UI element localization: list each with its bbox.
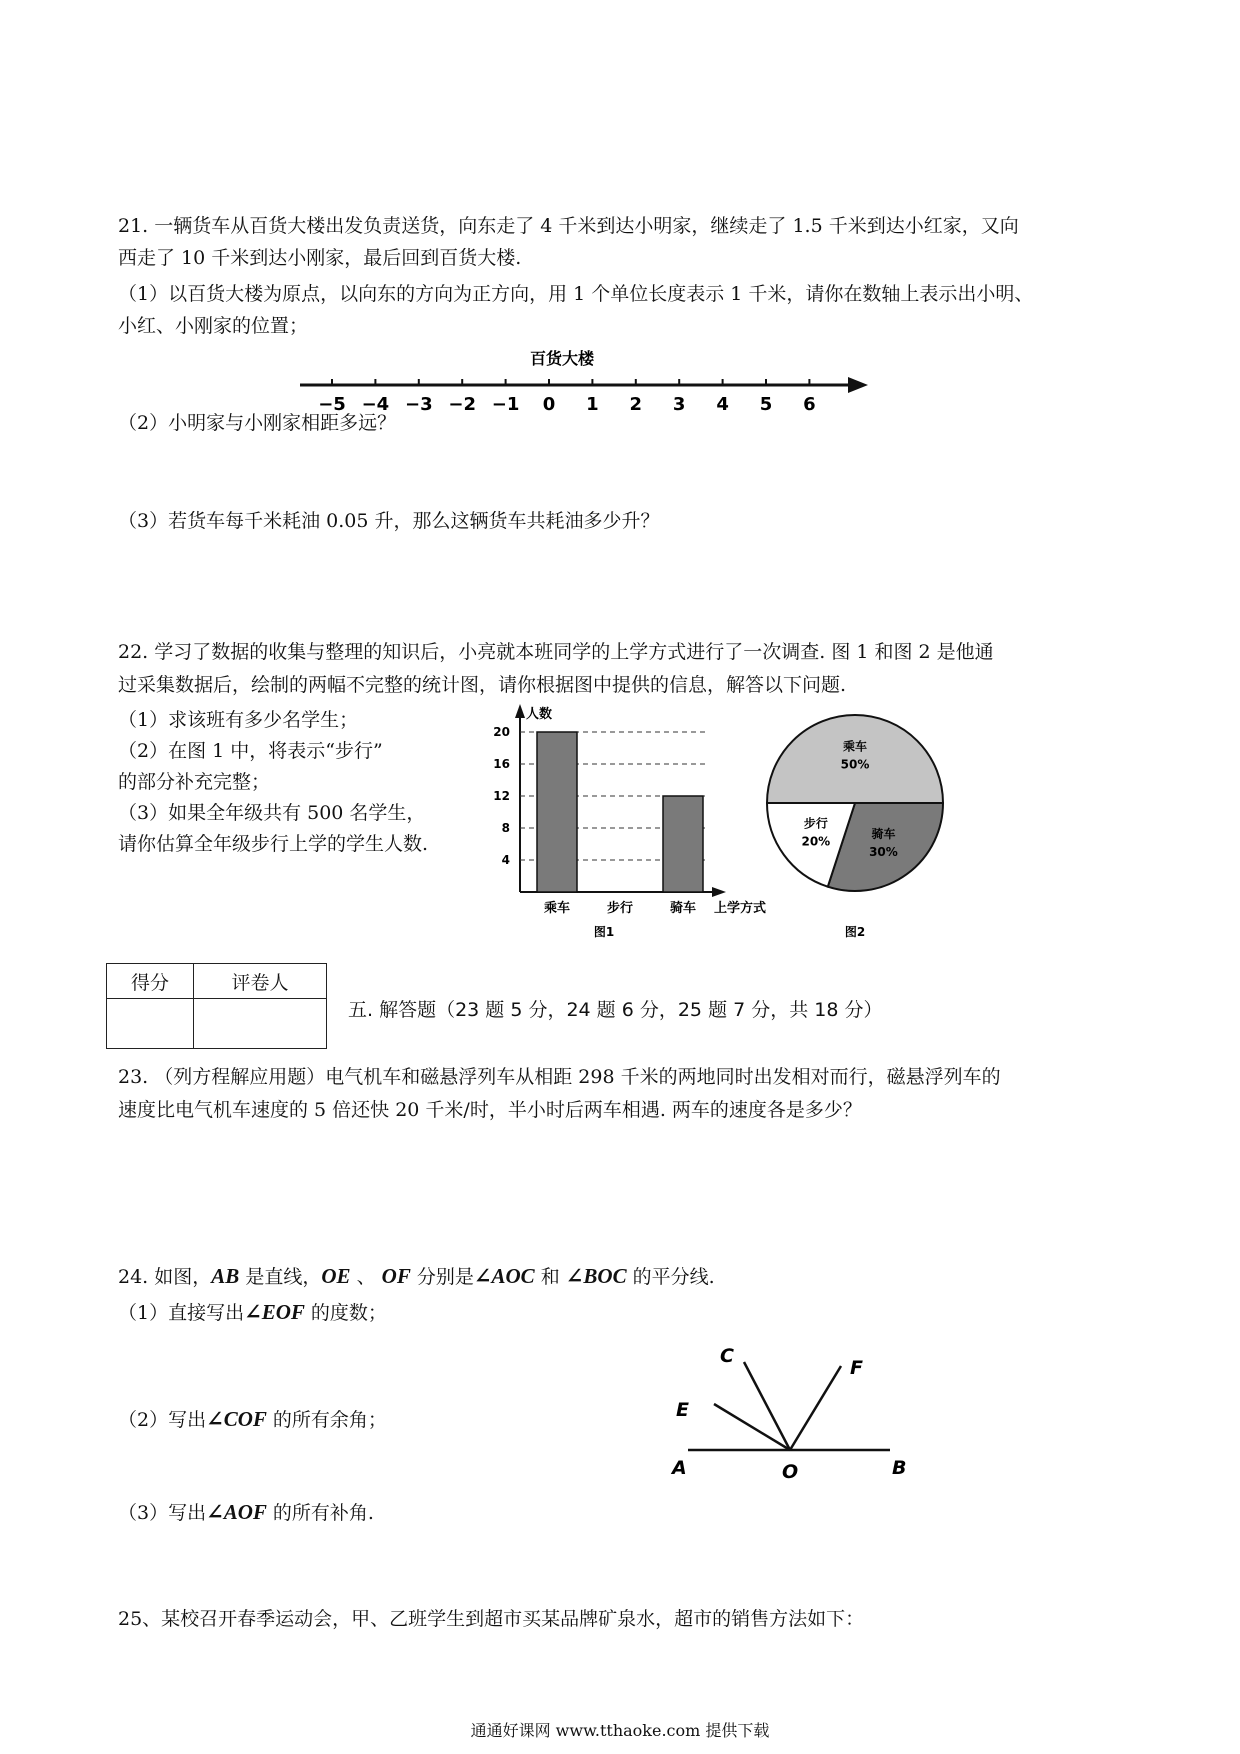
q24-aof: ∠AOF [206, 1500, 267, 1524]
label-f: F [850, 1357, 863, 1379]
q24-p1b: 的度数； [310, 1302, 387, 1324]
number-line-tick-label: −1 [491, 394, 520, 415]
q21-part1-line2: 小红、小刚家的位置； [118, 315, 309, 337]
bar-chart-category-label: 步行 [606, 901, 634, 916]
q24-boc: ∠BOC [565, 1264, 627, 1288]
number-line-arrow [848, 377, 868, 393]
number-line-tick-label: 0 [542, 394, 556, 415]
q24-line1 [118, 1264, 715, 1289]
q24-number: 24. [118, 1266, 149, 1288]
label-b: B [892, 1457, 907, 1479]
number-line-tick-label: 6 [803, 394, 816, 415]
pie-slice-percent: 50% [840, 757, 870, 772]
footer-credit: 通通好课网 www.tthaoke.com 提供下载 [470, 1721, 770, 1740]
pie-slice-label: 骑车 [871, 827, 896, 842]
number-line-tick-label: 2 [629, 394, 643, 415]
q24-p2a: （2）写出 [118, 1409, 207, 1431]
bar-chart-bar [663, 796, 703, 892]
q24-eof: ∠EOF [244, 1300, 305, 1324]
q24-p3a: （3）写出 [118, 1502, 207, 1524]
pie-slice-label: 步行 [803, 816, 828, 831]
grader-reviewer-cell[interactable] [194, 999, 327, 1049]
number-line-origin-label: 百货大楼 [529, 349, 595, 368]
bar-chart-category-label: 乘车 [543, 901, 571, 916]
q22-line1: 22. 学习了数据的收集与整理的知识后，小亮就本班同学的上学方式进行了一次调查. 图 1 和图 2 是他通 [118, 641, 994, 663]
q23-line1: 23. （列方程解应用题）电气机车和磁悬浮列车从相距 298 千米的两地同时出发相对而行，磁悬浮列车的 [118, 1066, 1001, 1088]
q24-text3: 、 [356, 1266, 376, 1288]
q22-line2: 过采集数据后，绘制的两幅不完整的统计图，请你根据图中提供的信息，解答以下问题. [118, 674, 847, 696]
q24-text5: 和 [540, 1266, 560, 1288]
number-line-tick-label: −3 [404, 394, 433, 415]
section-5-heading: 五. 解答题（23 题 5 分，24 题 6 分，25 题 7 分，共 18 分） [348, 999, 883, 1021]
q24-aoc: ∠AOC [473, 1264, 535, 1288]
grader-score-header: 得分 [107, 964, 194, 999]
number-line-tick-label: 5 [759, 394, 773, 415]
number-line-tick-label: −4 [361, 394, 390, 415]
q22-part2a: （2）在图 1 中，将表示“步行” [118, 740, 383, 762]
q22-part3b: 请你估算全年级步行上学的学生人数. [118, 833, 429, 855]
bar-chart-y-tick-label: 16 [493, 757, 510, 771]
q21-part1-line1: （1）以百货大楼为原点，以向东的方向为正方向，用 1 个单位长度表示 1 千米，请你在数轴上表示出小明、 [118, 283, 1034, 305]
bar-chart-x-arrow [712, 887, 726, 897]
q24-cof: ∠COF [206, 1407, 267, 1431]
bar-chart-figure1 [480, 700, 790, 940]
q24-part1 [118, 1300, 387, 1325]
bar-chart-y-label: 人数 [526, 707, 553, 722]
q24-p3b: 的所有补角. [272, 1502, 374, 1524]
ray-of [790, 1366, 841, 1450]
q24-p2b: 的所有余角； [272, 1409, 387, 1431]
pie-chart-title: 图2 [844, 925, 866, 939]
pie-slice-percent: 30% [869, 845, 898, 860]
grader-table [106, 963, 327, 1049]
q21-line2: 西走了 10 千米到达小刚家，最后回到百货大楼. [118, 247, 522, 269]
bar-chart-y-tick-label: 8 [501, 821, 510, 835]
q24-part2 [118, 1407, 387, 1432]
bar-chart-category-label: 骑车 [669, 901, 697, 916]
bar-chart-x-label: 上学方式 [714, 901, 767, 916]
bar-chart-y-tick-label: 12 [493, 789, 510, 803]
q24-part3 [118, 1500, 374, 1525]
q24-text2: 是直线， [245, 1266, 322, 1288]
bar-chart-y-tick-label: 20 [493, 725, 510, 739]
label-a: A [672, 1457, 687, 1479]
q21-part2: （2）小明家与小刚家相距多远？ [118, 412, 397, 434]
number-line-tick-label: −2 [448, 394, 477, 415]
label-e: E [676, 1399, 689, 1421]
label-c: C [720, 1345, 734, 1367]
number-line [290, 345, 880, 415]
q22-part1: （1）求该班有多少名学生； [118, 709, 359, 731]
q23-line2: 速度比电气机车速度的 5 倍还快 20 千米/时，半小时后两车相遇. 两车的速度各是多少？ [118, 1099, 862, 1121]
pie-slice-label: 乘车 [842, 739, 868, 754]
pie-slice-percent: 20% [801, 834, 831, 849]
number-line-tick-label: 1 [586, 394, 599, 415]
q24-of: OF [381, 1264, 411, 1288]
grader-reviewer-header: 评卷人 [194, 964, 327, 999]
q21-line1: 21. 一辆货车从百货大楼出发负责送货，向东走了 4 千米到达小明家，继续走了 1.5 千米到达小红家，又向 [118, 215, 1019, 237]
bar-chart-title: 图1 [593, 925, 615, 939]
q21-part3: （3）若货车每千米耗油 0.05 升，那么这辆货车共耗油多少升？ [118, 510, 660, 532]
q24-text4: 分别是 [416, 1266, 474, 1288]
bar-chart-y-arrow [515, 704, 525, 718]
q24-ab: AB [211, 1264, 240, 1288]
q24-text1: 如图， [154, 1266, 212, 1288]
angle-figure [660, 1340, 930, 1490]
q25-line1: 25、某校召开春季运动会，甲、乙班学生到超市买某品牌矿泉水，超市的销售方法如下： [118, 1608, 865, 1630]
bar-chart-y-tick-label: 4 [501, 853, 510, 867]
number-line-tick-label: 3 [672, 394, 686, 415]
q22-part3a: （3）如果全年级共有 500 名学生， [118, 802, 426, 824]
bar-chart-bar [537, 732, 577, 892]
q24-p1a: （1）直接写出 [118, 1302, 245, 1324]
grader-score-cell[interactable] [107, 999, 194, 1049]
label-o: O [782, 1461, 799, 1483]
q24-oe: OE [321, 1264, 351, 1288]
pie-chart-figure2 [750, 700, 960, 940]
q24-text6: 的平分线. [632, 1266, 715, 1288]
number-line-tick-label: 4 [716, 394, 729, 415]
number-line-tick-label: −5 [318, 394, 346, 415]
q22-part2b: 的部分补充完整； [118, 771, 271, 793]
